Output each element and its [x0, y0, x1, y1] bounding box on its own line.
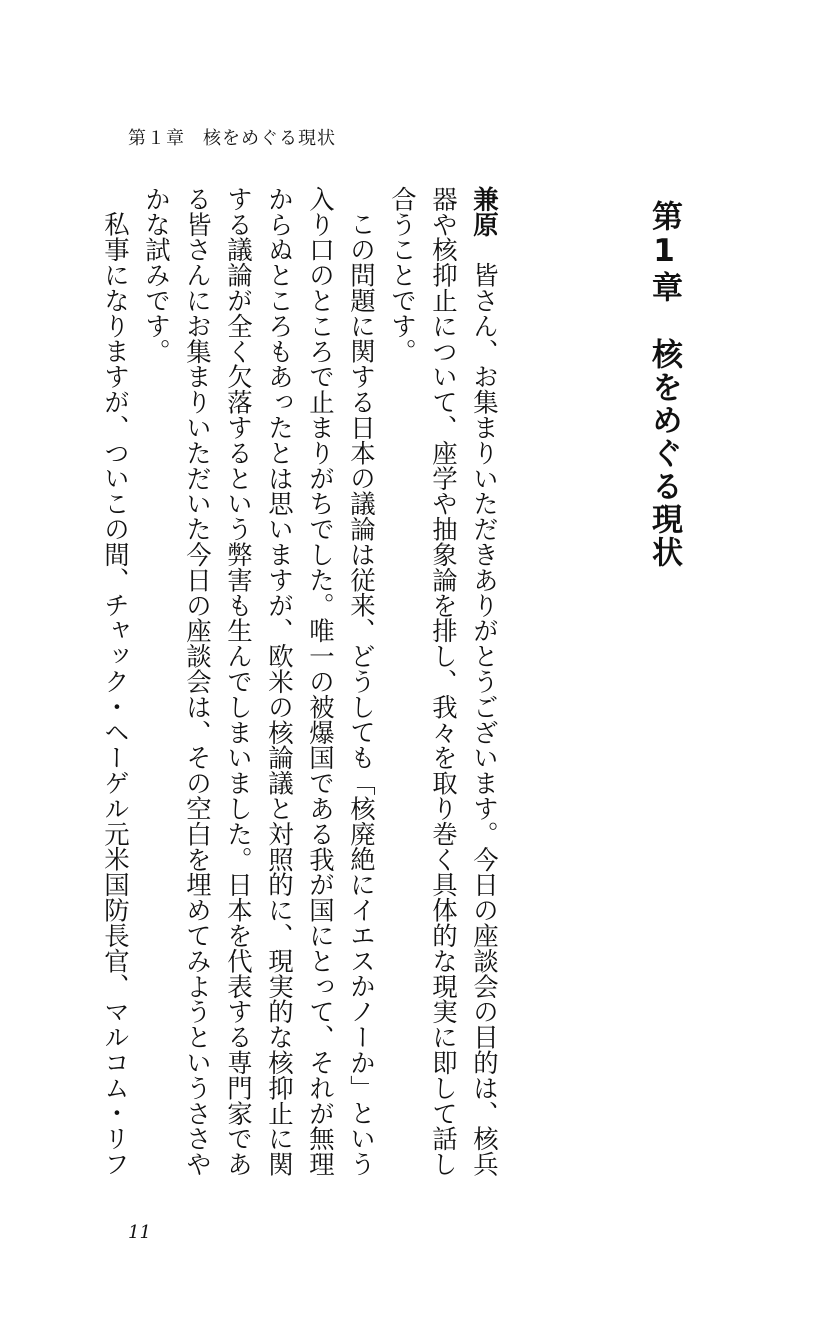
paragraph-2-text: この問題に関する日本の議論は従来、どうしても「核廃絶にイエスかノーか」という入り口のところで止まりがちでした。唯一の被爆国である我が国にとって、それが無理からぬところもあったとは思いますが、欧米の核論議と対照的に、現実的な核抑止に関する議論が全く欠落するという弊害も生んでしまいました。日本を代表する専門家である皆さんにお集まりいただいた今日の座談会は、その空白を埋めてみようというささやかな試みです。: [142, 186, 377, 1177]
chapter-heading: [642, 200, 687, 569]
running-head: [128, 124, 336, 150]
chapter-title: 核をめぐる現状: [646, 338, 682, 569]
paragraph-1-text: 皆さん、お集まりいただきありがとうございます。今日の座談会の目的は、核兵器や核抑止について、座学や抽象論を排し、我々を取り巻く具体的な現実に即して話し合うことです。: [388, 186, 500, 1177]
paragraph-2: [136, 186, 382, 1196]
running-head-chapter: 第１章: [128, 128, 185, 149]
paragraph-3-text: 私事になりますが、ついこの間、チャック・ヘーゲル元米国防長官、マルコム・リフ: [101, 211, 131, 1177]
speaker-name: 兼原: [470, 186, 500, 237]
paragraph-1: [382, 186, 505, 1196]
paragraph-3: [95, 186, 136, 1196]
body-text: [95, 186, 505, 1196]
page-number: 11: [128, 1222, 151, 1243]
running-head-title: 核をめぐる現状: [203, 128, 336, 149]
chapter-number: 第1章: [646, 200, 682, 304]
